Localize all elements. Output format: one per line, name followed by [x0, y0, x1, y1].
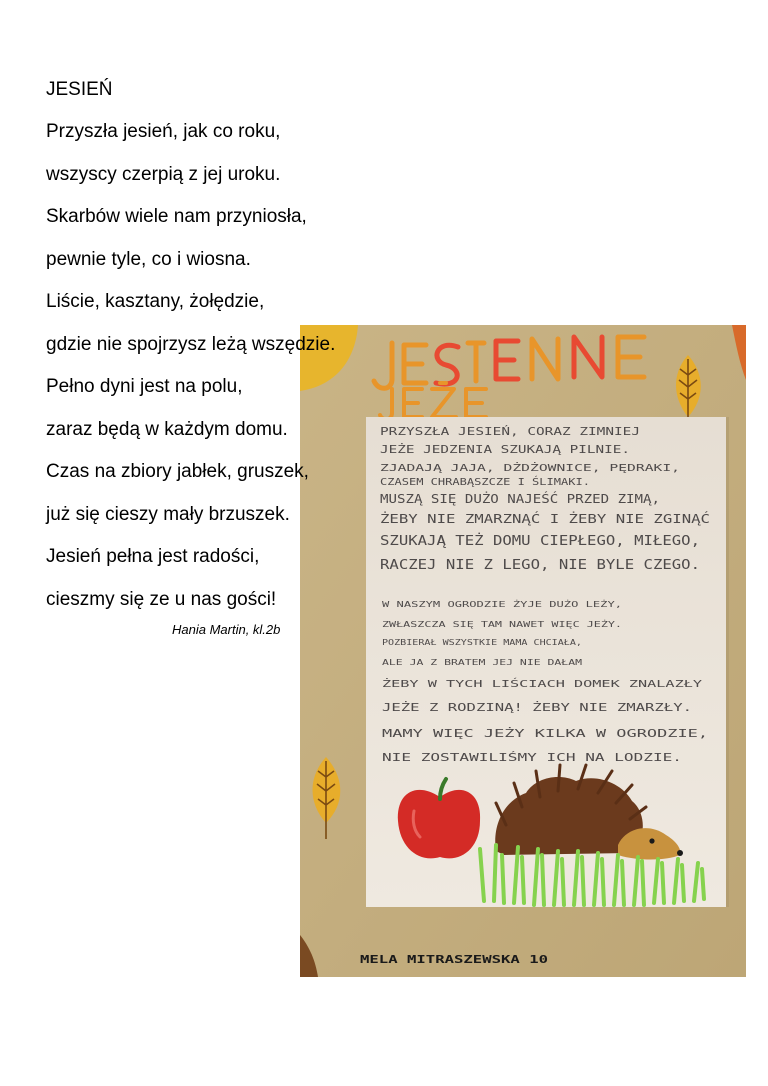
handwritten-line: ZJADAJĄ JAJA, DŻDŻOWNICE, PĘDRAKI,	[380, 463, 585, 474]
poem-line: Skarbów wiele nam przyniosła,	[46, 206, 307, 227]
handwritten-line: ALE JA Z BRATEM JEJ NIE DAŁAM	[382, 658, 583, 667]
handwritten-line: JEŻE JEDZENIA SZUKAJĄ PILNIE.	[380, 443, 630, 456]
poem-line: Jesień pełna jest radości,	[46, 546, 260, 567]
poem	[46, 79, 376, 631]
poster-author: MELA MITRASZEWSKA 10	[360, 953, 548, 966]
poem-line: Liście, kasztany, żołędzie,	[46, 291, 265, 312]
poem-title: JESIEŃ	[46, 79, 113, 100]
handwritten-line: JEŻE Z RODZINĄ! ŻEBY NIE ZMARZŁY.	[382, 701, 692, 714]
poem-line: Przyszła jesień, jak co roku,	[46, 121, 281, 142]
handwritten-line: MUSZĄ SIĘ DUŻO NAJEŚĆ PRZED ZIMĄ,	[380, 492, 619, 506]
handwritten-line: SZUKAJĄ TEŻ DOMU CIEPŁEGO, MIŁEGO,	[380, 534, 647, 549]
handwritten-line: ZWŁASZCZA SIĘ TAM NAWET WIĘC JEŻY.	[382, 620, 546, 629]
poem-signature: Hania Martin, kl.2b	[172, 622, 281, 637]
handwritten-line: ŻEBY NIE ZMARZNĄĆ I ŻEBY NIE ZGINĄĆ	[380, 512, 633, 526]
hedgehog-nose	[677, 850, 683, 856]
poem-line: już się cieszy mały brzuszek.	[46, 503, 290, 525]
poem-line: wszyscy czerpią z jej uroku.	[46, 163, 281, 185]
handwritten-line: NIE ZOSTAWILIŚMY ICH NA LODZIE.	[382, 751, 682, 764]
handwritten-line: PRZYSZŁA JESIEŃ, CORAZ ZIMNIEJ	[380, 425, 640, 438]
handwritten-line: RACZEJ NIE Z LEGO, NIE BYLE CZEGO.	[380, 558, 700, 573]
handwritten-line: POZBIERAŁ WSZYSTKIE MAMA CHCIAŁA,	[382, 638, 582, 647]
handwritten-line: MAMY WIĘC JEŻY KILKA W OGRODZIE,	[382, 727, 708, 740]
poem-line: Pełno dyni jest na polu,	[46, 376, 243, 397]
handwritten-line: CZASEM CHRABĄSZCZE I ŚLIMAKI.	[380, 477, 555, 488]
paper-shadow-line	[726, 417, 729, 907]
handwritten-line: W NASZYM OGRODZIE ŻYJE DUŻO LEŻY,	[382, 600, 541, 609]
poem-line: pewnie tyle, co i wiosna.	[46, 248, 251, 270]
hedgehog-eye	[649, 838, 654, 843]
poem-line: Czas na zbiory jabłek, gruszek,	[46, 461, 309, 482]
handwritten-line: ŻEBY W TYCH LIŚCIACH DOMEK ZNALAZŁY	[382, 679, 593, 690]
poem-line: cieszmy się ze u nas gości!	[46, 588, 277, 610]
poem-line: zaraz będą w każdym domu.	[46, 418, 288, 440]
poem-line: gdzie nie spojrzysz leżą wszędzie.	[46, 333, 336, 355]
